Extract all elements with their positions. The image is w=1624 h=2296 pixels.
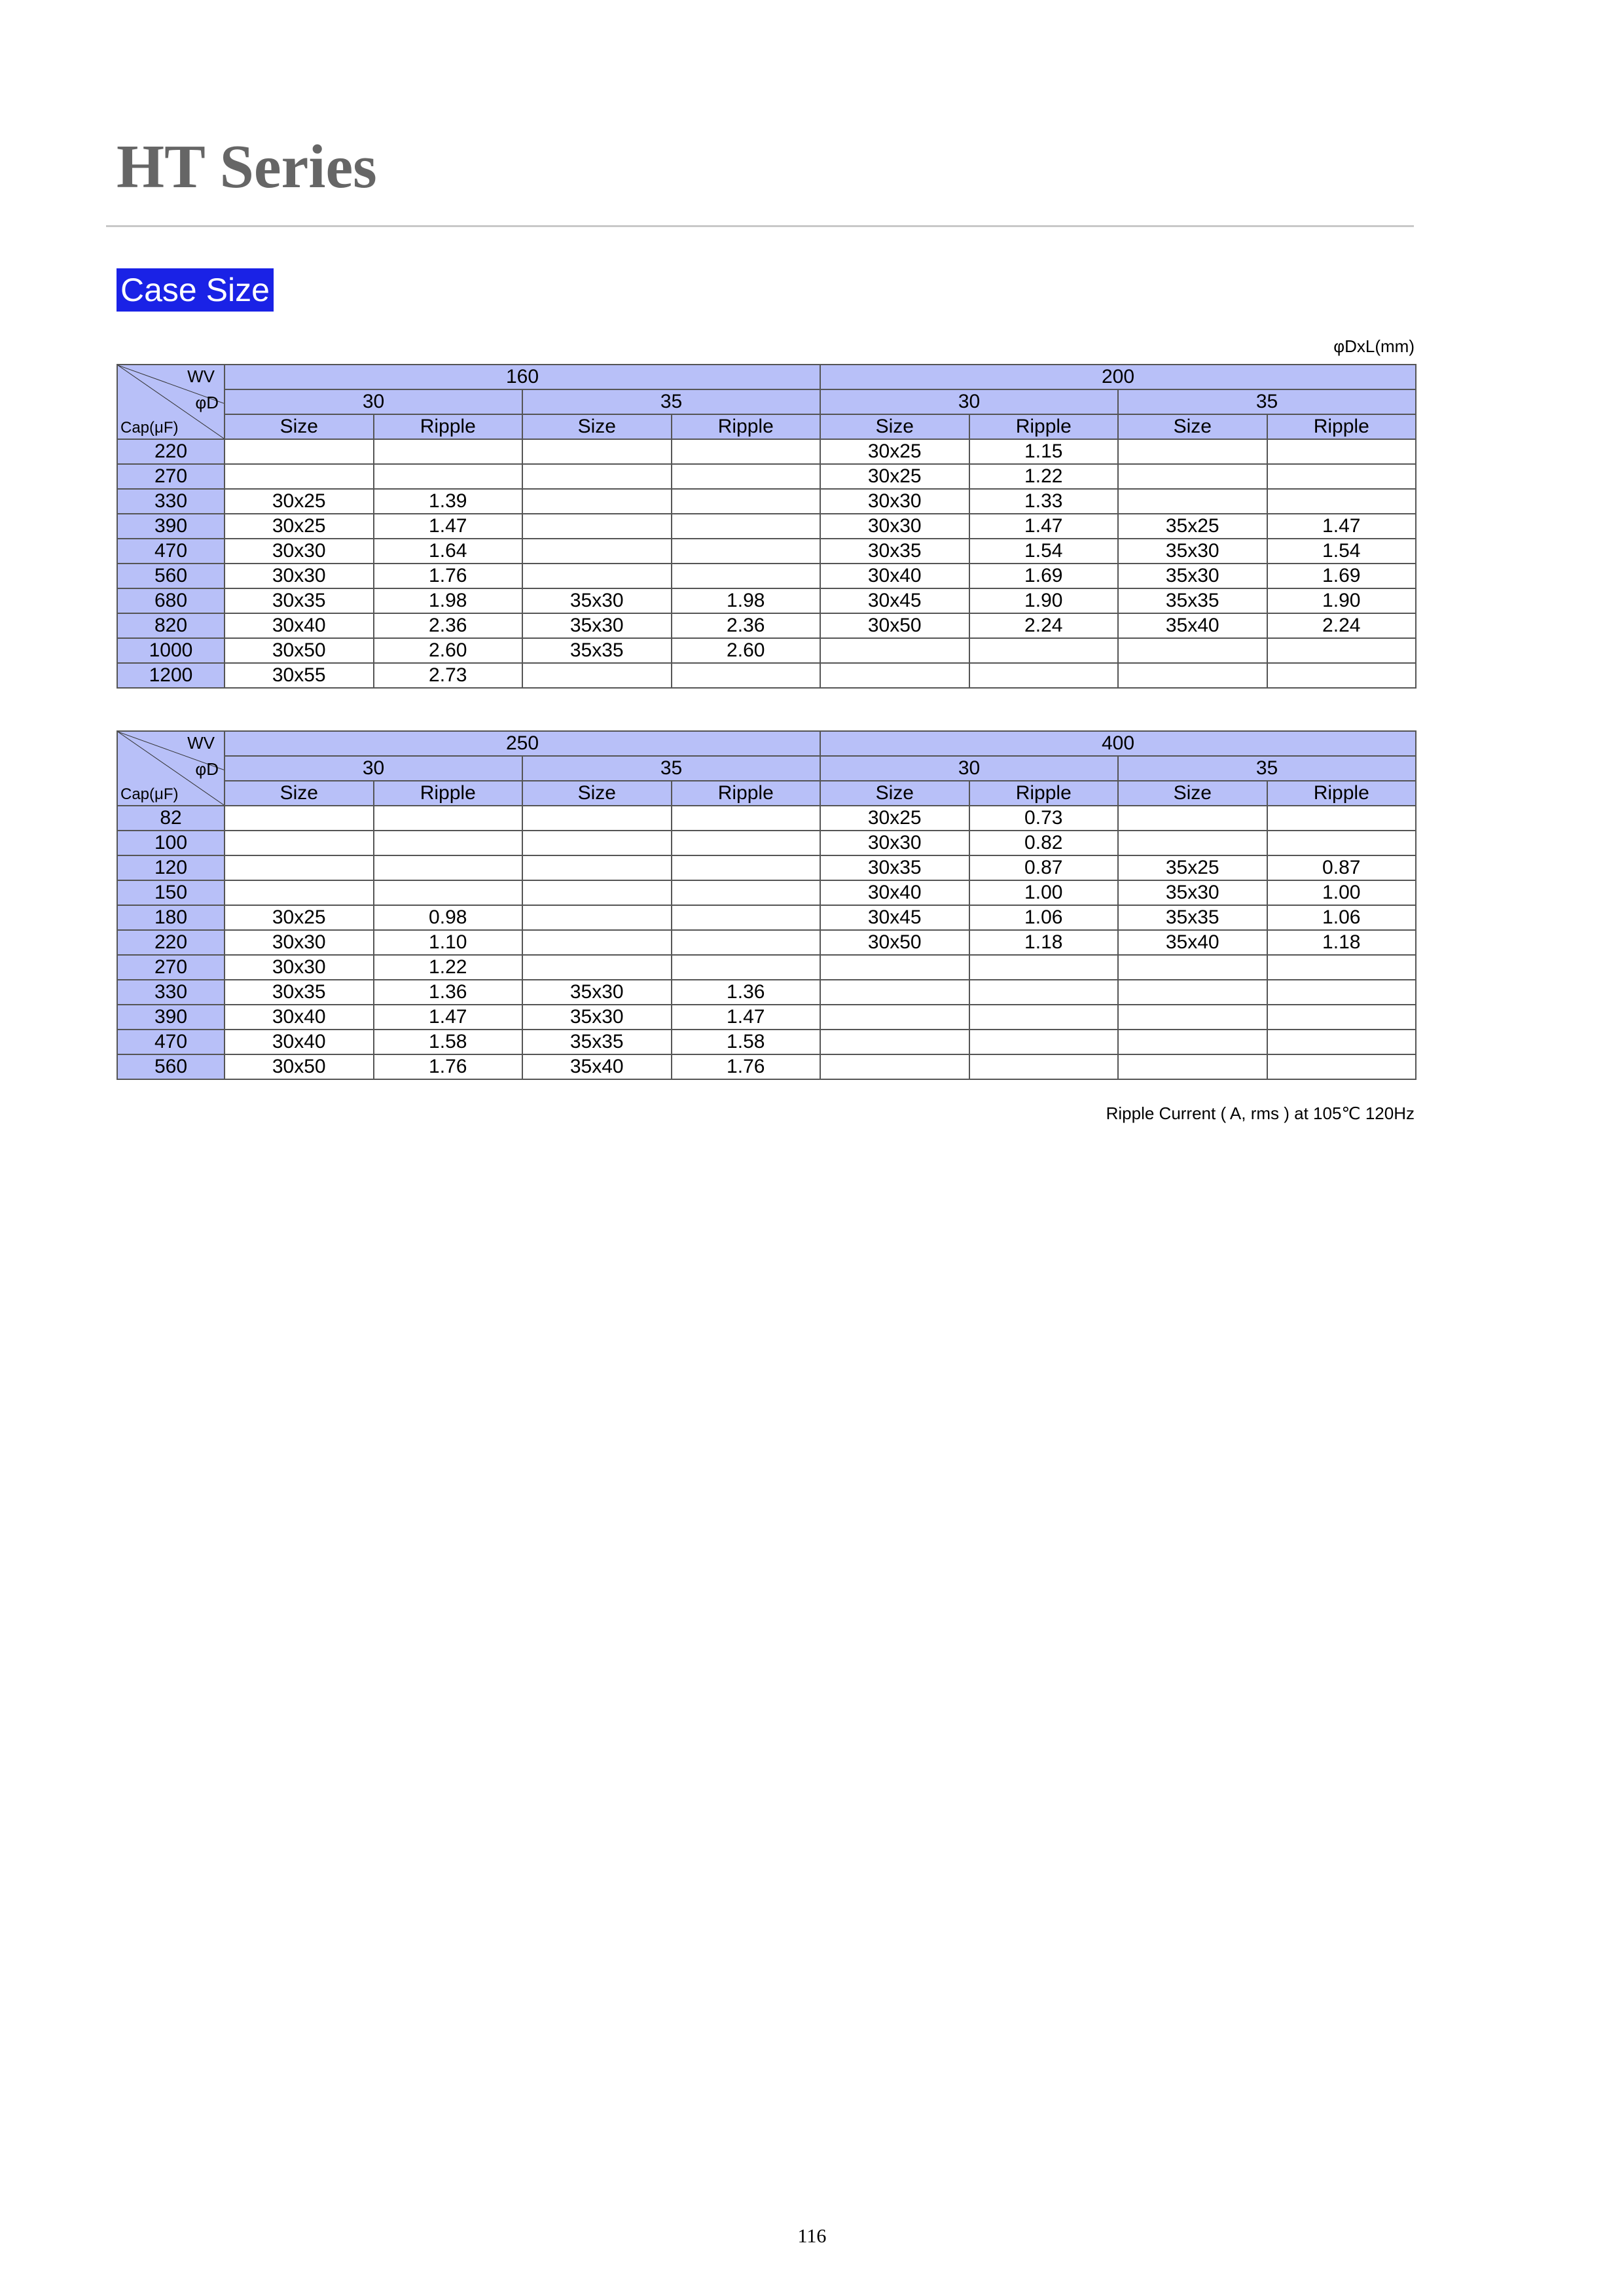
ripple-cell [1267, 439, 1416, 464]
ripple-cell [672, 855, 821, 880]
diameter-header: 30 [820, 389, 1118, 414]
size-column-header: Size [225, 781, 374, 806]
size-cell: 30x30 [225, 539, 374, 564]
ripple-cell: 1.58 [672, 1030, 821, 1054]
ripple-cell: 0.73 [969, 806, 1119, 831]
ripple-cell: 1.69 [1267, 564, 1416, 588]
wv-label: WV [187, 733, 215, 753]
size-cell: 30x30 [225, 564, 374, 588]
capacitance-cell: 1000 [117, 638, 225, 663]
table-row [117, 663, 1416, 688]
ripple-cell: 1.18 [969, 930, 1119, 955]
wv-label: WV [187, 367, 215, 386]
size-cell: 30x30 [820, 831, 969, 855]
ripple-cell: 1.06 [969, 905, 1119, 930]
capacitance-cell: 100 [117, 831, 225, 855]
capacitance-cell: 220 [117, 930, 225, 955]
ripple-cell: 1.69 [969, 564, 1119, 588]
size-cell: 35x25 [1118, 855, 1267, 880]
ripple-cell [374, 464, 523, 489]
table-row [117, 613, 1416, 638]
size-cell: 35x35 [522, 1030, 672, 1054]
ripple-cell: 1.06 [1267, 905, 1416, 930]
capacitance-cell: 330 [117, 980, 225, 1005]
ripple-cell [672, 831, 821, 855]
size-cell: 30x25 [820, 806, 969, 831]
ripple-column-header: Ripple [1267, 414, 1416, 439]
size-cell [225, 806, 374, 831]
diameter-header: 35 [1118, 389, 1416, 414]
size-column-header: Size [522, 781, 672, 806]
ripple-cell [374, 880, 523, 905]
ripple-cell [1267, 1030, 1416, 1054]
size-cell: 30x35 [820, 855, 969, 880]
ripple-column-header: Ripple [969, 414, 1119, 439]
table-row [117, 564, 1416, 588]
size-cell [820, 955, 969, 980]
size-cell: 30x40 [225, 613, 374, 638]
size-cell [522, 539, 672, 564]
ripple-footnote: Ripple Current ( A, rms ) at 105℃ 120Hz [1106, 1103, 1415, 1123]
voltage-header: 400 [820, 731, 1416, 756]
ripple-cell: 1.54 [969, 539, 1119, 564]
ripple-cell [672, 806, 821, 831]
ripple-cell [1267, 806, 1416, 831]
size-column-header: Size [522, 414, 672, 439]
table-row [117, 514, 1416, 539]
size-cell [522, 564, 672, 588]
ripple-column-header: Ripple [1267, 781, 1416, 806]
ripple-cell: 1.39 [374, 489, 523, 514]
ripple-cell [672, 880, 821, 905]
corner-header-cell [117, 731, 225, 806]
size-cell [522, 806, 672, 831]
diameter-header: 35 [522, 389, 820, 414]
ripple-cell [374, 855, 523, 880]
ripple-column-header: Ripple [374, 414, 523, 439]
size-column-header: Size [1118, 781, 1267, 806]
size-cell [1118, 439, 1267, 464]
size-cell: 30x30 [225, 955, 374, 980]
ripple-cell: 1.47 [1267, 514, 1416, 539]
size-cell: 35x40 [1118, 613, 1267, 638]
size-cell: 35x35 [522, 638, 672, 663]
size-cell: 35x30 [522, 980, 672, 1005]
ripple-column-header: Ripple [672, 781, 821, 806]
size-cell [522, 880, 672, 905]
table-row [117, 905, 1416, 930]
table-row [117, 930, 1416, 955]
capacitance-cell: 270 [117, 464, 225, 489]
diameter-label: φD [195, 759, 219, 779]
size-cell: 30x40 [820, 564, 969, 588]
size-column-header: Size [820, 781, 969, 806]
ripple-column-header: Ripple [969, 781, 1119, 806]
ripple-cell: 1.54 [1267, 539, 1416, 564]
size-cell: 30x25 [225, 905, 374, 930]
size-cell: 30x30 [225, 930, 374, 955]
ripple-column-header: Ripple [374, 781, 523, 806]
ripple-cell [1267, 831, 1416, 855]
diameter-header: 35 [1118, 756, 1416, 781]
ripple-cell: 2.60 [374, 638, 523, 663]
table-row [117, 1054, 1416, 1079]
size-cell [820, 980, 969, 1005]
size-cell [522, 489, 672, 514]
page-number: 116 [797, 2225, 827, 2247]
ripple-cell: 1.98 [672, 588, 821, 613]
size-cell: 30x35 [225, 980, 374, 1005]
size-cell: 35x35 [1118, 905, 1267, 930]
size-cell [1118, 980, 1267, 1005]
size-cell [522, 439, 672, 464]
size-cell [820, 638, 969, 663]
ripple-cell: 1.76 [374, 564, 523, 588]
table-row [117, 489, 1416, 514]
size-cell [820, 1005, 969, 1030]
ripple-cell: 0.98 [374, 905, 523, 930]
ripple-cell: 0.87 [969, 855, 1119, 880]
voltage-header: 160 [225, 365, 820, 389]
ripple-cell: 1.22 [374, 955, 523, 980]
ripple-cell [1267, 638, 1416, 663]
ripple-cell [672, 489, 821, 514]
ripple-cell: 1.90 [1267, 588, 1416, 613]
ripple-cell [969, 638, 1119, 663]
capacitance-cell: 120 [117, 855, 225, 880]
page-title: HT Series [117, 133, 377, 201]
table-row [117, 880, 1416, 905]
size-cell [225, 855, 374, 880]
diameter-header: 30 [820, 756, 1118, 781]
size-cell [522, 514, 672, 539]
size-cell: 30x25 [820, 464, 969, 489]
ripple-cell: 2.24 [1267, 613, 1416, 638]
ripple-cell [969, 1005, 1119, 1030]
size-cell: 30x30 [820, 514, 969, 539]
capacitance-cell: 470 [117, 539, 225, 564]
ripple-cell: 2.24 [969, 613, 1119, 638]
voltage-header: 200 [820, 365, 1416, 389]
size-cell: 35x30 [522, 613, 672, 638]
ripple-cell: 2.36 [672, 613, 821, 638]
ripple-cell [672, 564, 821, 588]
ripple-cell [374, 806, 523, 831]
ripple-cell [672, 905, 821, 930]
ripple-cell [374, 831, 523, 855]
size-column-header: Size [225, 414, 374, 439]
ripple-cell: 1.36 [374, 980, 523, 1005]
size-cell [820, 1054, 969, 1079]
ripple-cell: 1.36 [672, 980, 821, 1005]
size-cell [522, 831, 672, 855]
table-row [117, 980, 1416, 1005]
capacitance-cell: 470 [117, 1030, 225, 1054]
size-column-header: Size [820, 414, 969, 439]
ripple-cell [1267, 489, 1416, 514]
ripple-cell: 1.22 [969, 464, 1119, 489]
diameter-header: 30 [225, 756, 522, 781]
size-cell: 30x40 [820, 880, 969, 905]
diameter-label: φD [195, 393, 219, 412]
voltage-header: 250 [225, 731, 820, 756]
size-cell [1118, 831, 1267, 855]
ripple-cell [969, 980, 1119, 1005]
capacitance-cell: 1200 [117, 663, 225, 688]
size-cell [225, 439, 374, 464]
size-cell [1118, 1005, 1267, 1030]
ripple-cell: 1.00 [969, 880, 1119, 905]
capacitance-cell: 390 [117, 514, 225, 539]
ripple-cell [672, 930, 821, 955]
ripple-cell [672, 464, 821, 489]
ripple-cell: 0.87 [1267, 855, 1416, 880]
ripple-cell: 1.47 [672, 1005, 821, 1030]
diameter-header: 30 [225, 389, 522, 414]
ripple-cell [1267, 663, 1416, 688]
voltage-header-row [117, 365, 1416, 389]
diameter-header-row [117, 756, 1416, 781]
size-cell [522, 663, 672, 688]
ripple-cell [672, 955, 821, 980]
size-cell: 30x40 [225, 1030, 374, 1054]
capacitance-cell: 680 [117, 588, 225, 613]
capacitance-cell: 560 [117, 564, 225, 588]
capacitance-cell: 82 [117, 806, 225, 831]
size-cell [1118, 638, 1267, 663]
table-row [117, 831, 1416, 855]
size-cell: 30x35 [820, 539, 969, 564]
size-cell: 35x40 [522, 1054, 672, 1079]
ripple-cell: 1.58 [374, 1030, 523, 1054]
ripple-cell: 1.00 [1267, 880, 1416, 905]
table-row [117, 539, 1416, 564]
table-row [117, 588, 1416, 613]
ripple-cell: 1.76 [672, 1054, 821, 1079]
size-cell [522, 955, 672, 980]
size-cell: 30x55 [225, 663, 374, 688]
size-cell: 30x45 [820, 588, 969, 613]
capacitance-label: Cap(μF) [120, 785, 179, 803]
size-cell: 30x35 [225, 588, 374, 613]
voltage-header-row [117, 731, 1416, 756]
capacitance-cell: 390 [117, 1005, 225, 1030]
table-row [117, 464, 1416, 489]
ripple-cell: 1.15 [969, 439, 1119, 464]
size-cell [820, 663, 969, 688]
size-cell: 35x30 [1118, 539, 1267, 564]
table-row [117, 638, 1416, 663]
size-cell: 35x40 [1118, 930, 1267, 955]
size-cell: 35x25 [1118, 514, 1267, 539]
title-divider [106, 225, 1414, 227]
capacitance-cell: 560 [117, 1054, 225, 1079]
size-cell [1118, 663, 1267, 688]
table-row [117, 439, 1416, 464]
ripple-cell [374, 439, 523, 464]
ripple-cell: 0.82 [969, 831, 1119, 855]
ripple-cell [1267, 1054, 1416, 1079]
size-cell [1118, 489, 1267, 514]
ripple-cell [672, 663, 821, 688]
size-cell [1118, 806, 1267, 831]
capacitance-cell: 150 [117, 880, 225, 905]
ripple-cell [969, 1054, 1119, 1079]
ripple-column-header: Ripple [672, 414, 821, 439]
ripple-cell [672, 439, 821, 464]
case-size-table-250-400 [117, 730, 1416, 1080]
size-cell [522, 905, 672, 930]
capacitance-cell: 180 [117, 905, 225, 930]
ripple-cell [969, 1030, 1119, 1054]
ripple-cell [672, 539, 821, 564]
size-cell [1118, 955, 1267, 980]
ripple-cell [1267, 955, 1416, 980]
ripple-cell: 2.60 [672, 638, 821, 663]
size-cell [1118, 464, 1267, 489]
ripple-cell [969, 955, 1119, 980]
case-size-table-160-200 [117, 364, 1416, 689]
ripple-cell: 1.47 [374, 1005, 523, 1030]
size-cell [522, 930, 672, 955]
ripple-cell [1267, 464, 1416, 489]
size-cell: 35x30 [522, 1005, 672, 1030]
capacitance-cell: 820 [117, 613, 225, 638]
corner-header-cell [117, 365, 225, 439]
table-row [117, 955, 1416, 980]
size-cell: 35x30 [1118, 880, 1267, 905]
size-cell: 30x25 [225, 514, 374, 539]
size-cell [1118, 1030, 1267, 1054]
ripple-cell: 1.64 [374, 539, 523, 564]
diameter-header: 35 [522, 756, 820, 781]
size-cell: 30x50 [225, 638, 374, 663]
section-heading: Case Size [117, 268, 274, 312]
table-row [117, 806, 1416, 831]
size-cell [1118, 1054, 1267, 1079]
capacitance-label: Cap(μF) [120, 419, 179, 437]
ripple-cell: 1.98 [374, 588, 523, 613]
size-cell [820, 1030, 969, 1054]
size-cell: 35x35 [1118, 588, 1267, 613]
table-row [117, 855, 1416, 880]
diameter-header-row [117, 389, 1416, 414]
capacitance-cell: 220 [117, 439, 225, 464]
unit-note: φDxL(mm) [1333, 336, 1415, 356]
capacitance-cell: 270 [117, 955, 225, 980]
ripple-cell: 1.18 [1267, 930, 1416, 955]
size-cell: 35x30 [522, 588, 672, 613]
size-cell: 30x50 [820, 930, 969, 955]
size-cell: 30x25 [820, 439, 969, 464]
size-cell: 35x30 [1118, 564, 1267, 588]
ripple-cell: 1.76 [374, 1054, 523, 1079]
column-header-row [117, 781, 1416, 806]
size-cell: 30x40 [225, 1005, 374, 1030]
ripple-cell [969, 663, 1119, 688]
size-cell [225, 880, 374, 905]
size-cell: 30x50 [820, 613, 969, 638]
size-cell: 30x25 [225, 489, 374, 514]
size-cell: 30x50 [225, 1054, 374, 1079]
ripple-cell: 2.36 [374, 613, 523, 638]
ripple-cell: 2.73 [374, 663, 523, 688]
ripple-cell: 1.47 [969, 514, 1119, 539]
table-row [117, 1005, 1416, 1030]
size-cell: 30x30 [820, 489, 969, 514]
ripple-cell: 1.10 [374, 930, 523, 955]
size-cell: 30x45 [820, 905, 969, 930]
ripple-cell: 1.47 [374, 514, 523, 539]
table-row [117, 1030, 1416, 1054]
ripple-cell: 1.33 [969, 489, 1119, 514]
capacitance-cell: 330 [117, 489, 225, 514]
ripple-cell [1267, 1005, 1416, 1030]
size-cell [522, 464, 672, 489]
size-cell [225, 831, 374, 855]
ripple-cell: 1.90 [969, 588, 1119, 613]
size-cell [522, 855, 672, 880]
size-cell [225, 464, 374, 489]
size-column-header: Size [1118, 414, 1267, 439]
column-header-row [117, 414, 1416, 439]
ripple-cell [1267, 980, 1416, 1005]
ripple-cell [672, 514, 821, 539]
